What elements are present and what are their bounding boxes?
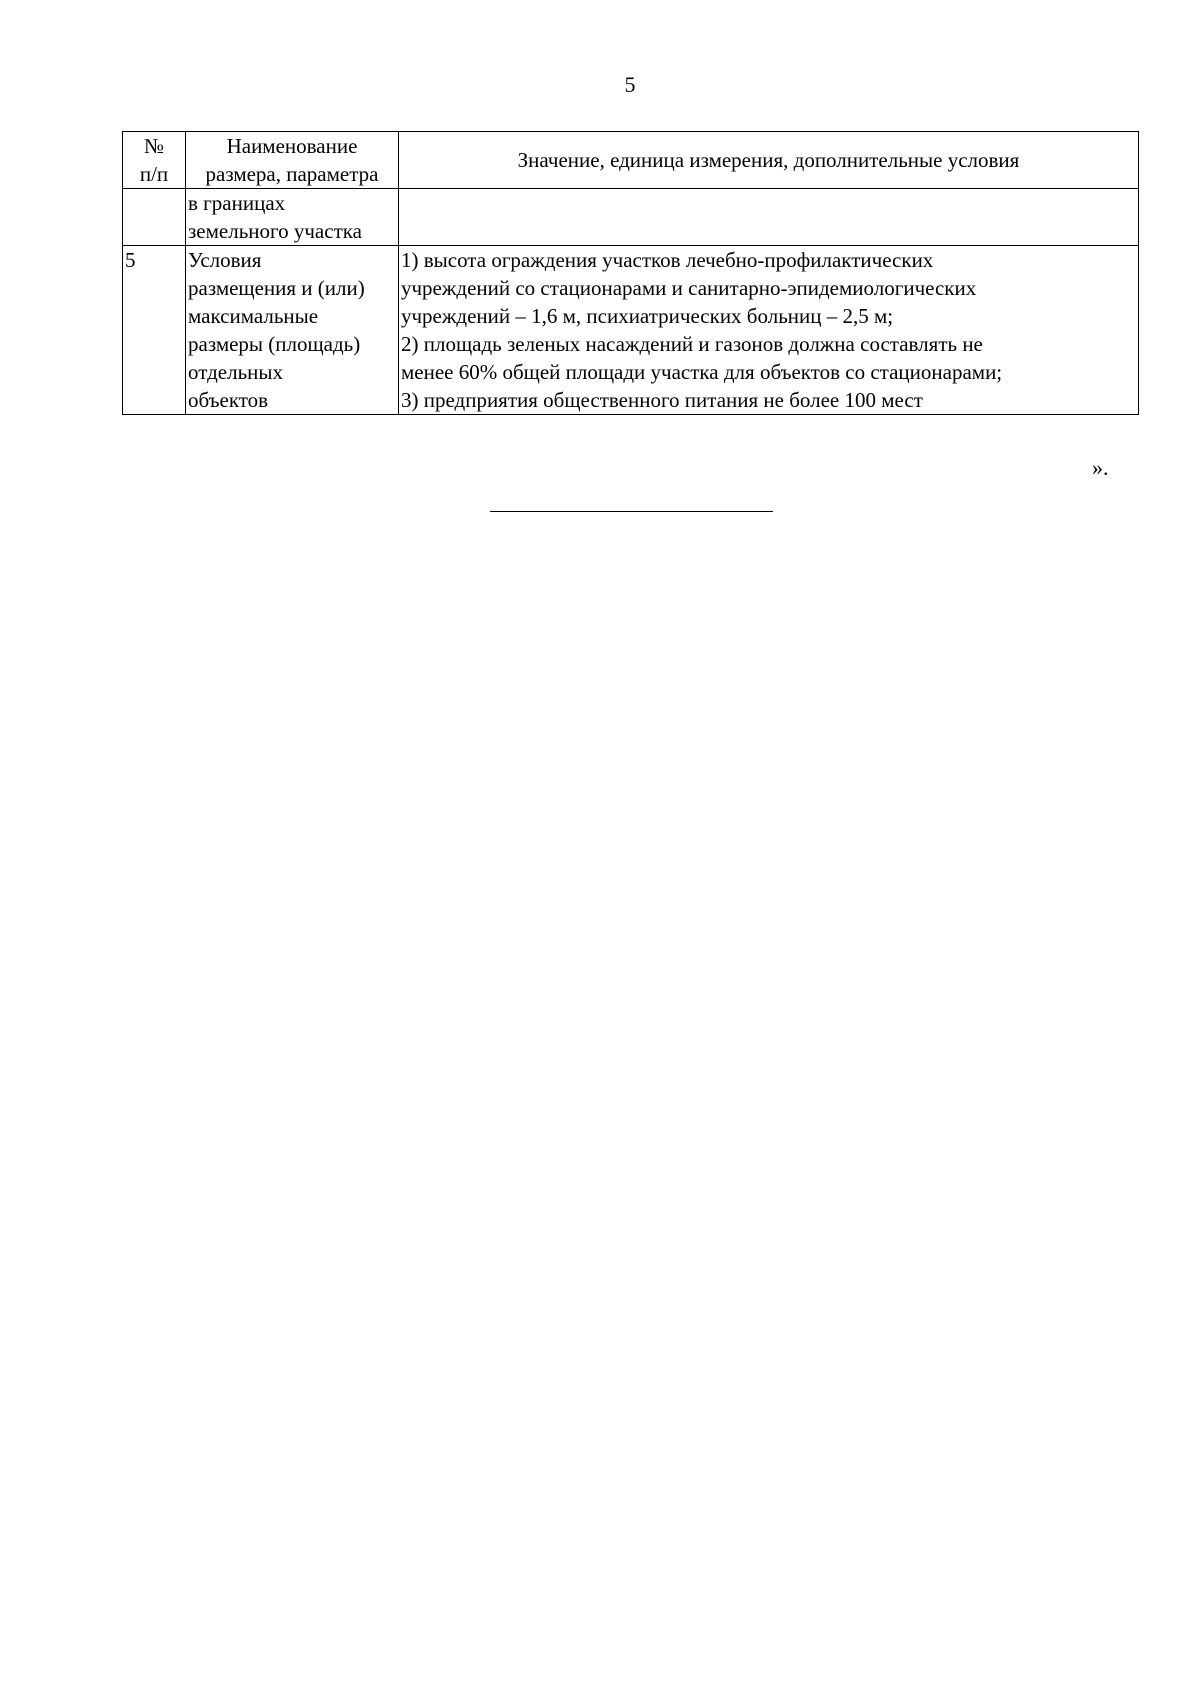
parameters-table xyxy=(122,131,1139,415)
table-row xyxy=(123,189,1139,246)
row-number-cell xyxy=(123,189,186,246)
row-value-cell: 1) высота ограждения участков лечебно-профилактических учреждений со стационарами и санитарно-эпидемиологических учреждений – 1,6 м, психиатрических больниц – 2,5 м; 2) площадь зеленых насаждений и газонов должна составлять не менее 60% общей площади участка для объектов со стационарами; 3) предприятия общественного питания не более 100 мест xyxy=(399,246,1139,415)
page-number: 5 xyxy=(624,72,636,97)
header-name: Наименование размера, параметра xyxy=(186,132,399,189)
table-row xyxy=(123,246,1139,415)
row-name-cell: Условия размещения и (или) максимальные размеры (площадь) отдельных объектов xyxy=(186,246,399,415)
row-name-cell: в границах земельного участка xyxy=(186,189,399,246)
closing-quote-mark: ». xyxy=(1092,455,1109,480)
header-value: Значение, единица измерения, дополнительные условия xyxy=(399,132,1139,189)
row-number-cell: 5 xyxy=(123,246,186,415)
header-number: № п/п xyxy=(123,132,186,189)
end-divider-line xyxy=(490,511,773,512)
table-header-row xyxy=(123,132,1139,189)
row-value-cell xyxy=(399,189,1139,246)
